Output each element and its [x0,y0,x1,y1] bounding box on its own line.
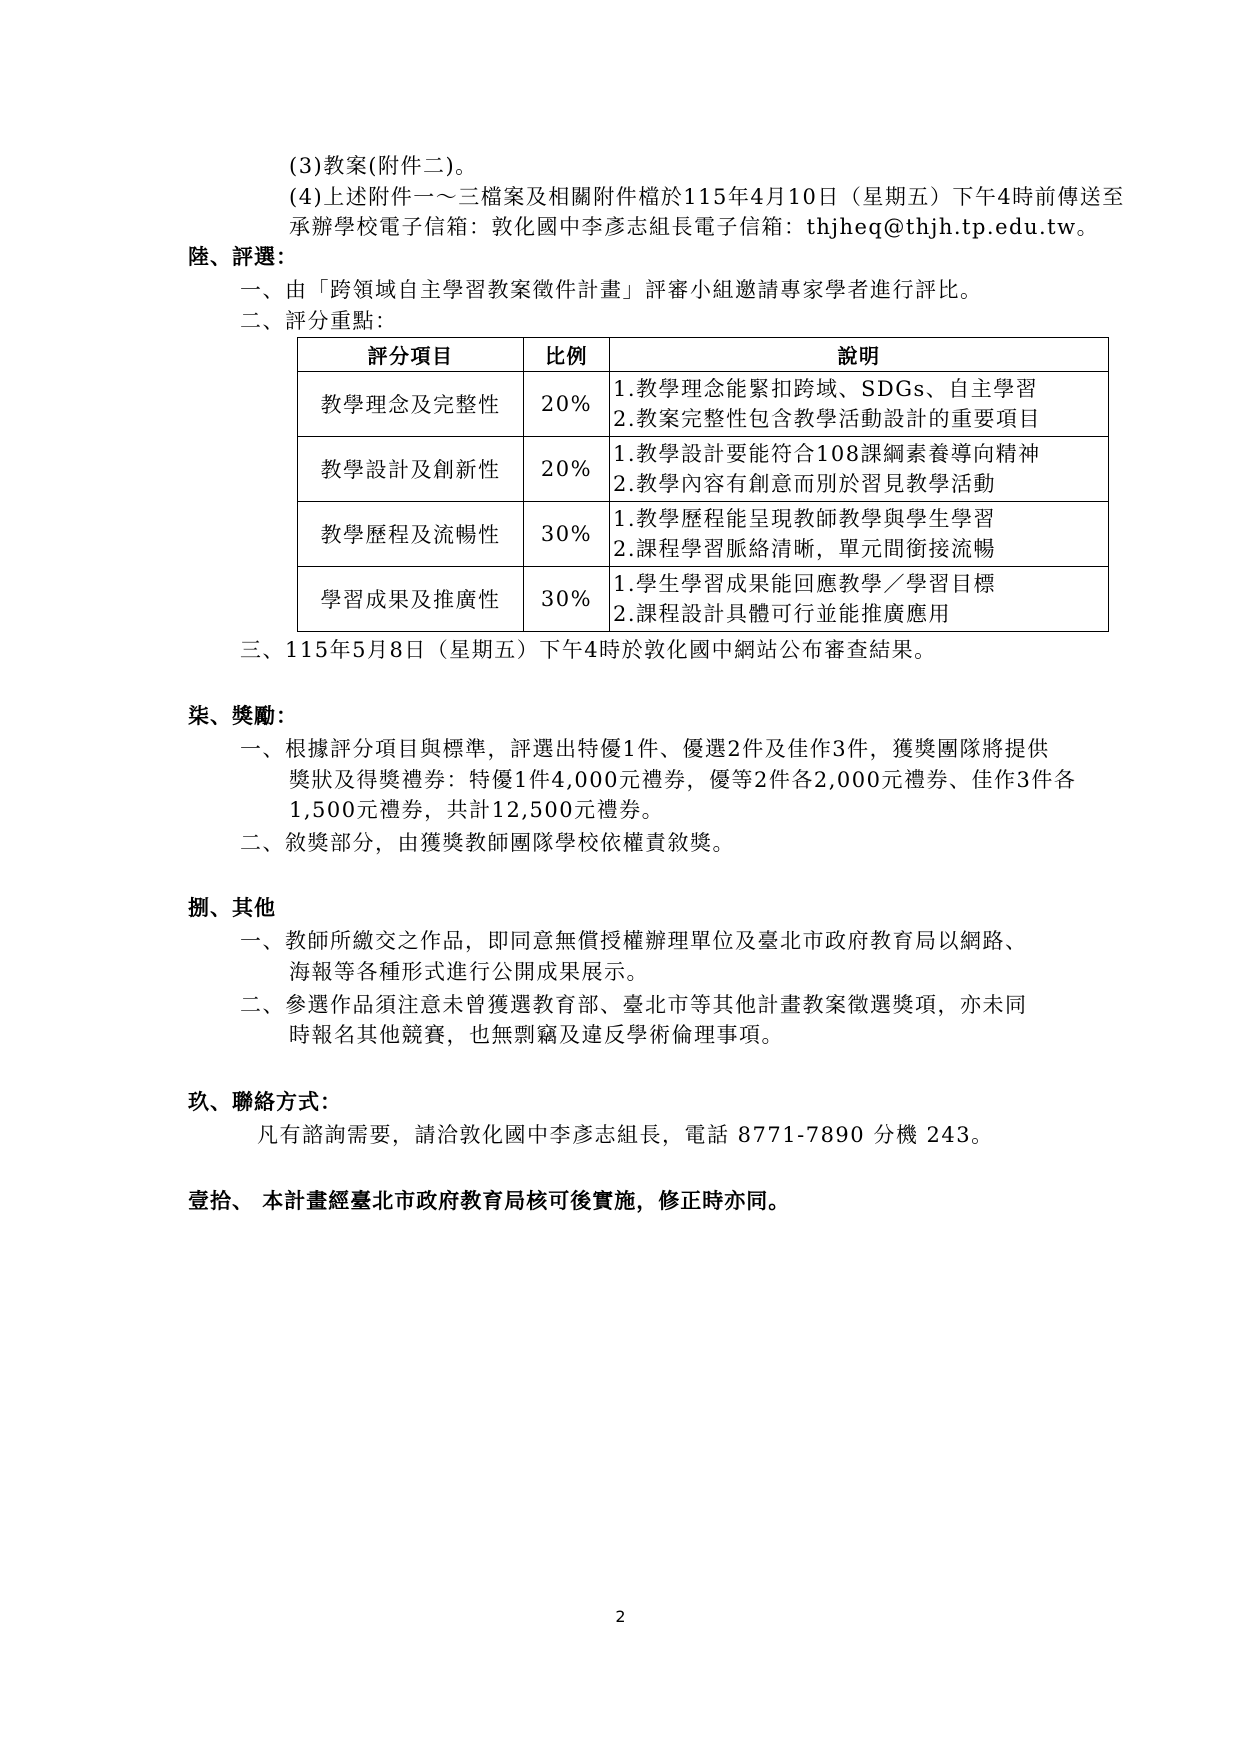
other-paragraph-1-line2: 海報等各種形式進行公開成果展示。 [289,960,649,984]
table-cell-item: 學習成果及推廣性 [298,567,524,632]
attachment-item-4-line1: (4)上述附件一～三檔案及相關附件檔於115年4月10日（星期五）下午4時前傳送至 [289,185,1125,209]
table-row [298,437,1109,502]
table-cell-ratio: 20% [524,372,610,437]
scoring-table [297,337,1109,632]
description-line-1: 1.教學歷程能呈現教師教學與學生學習 [613,507,997,531]
table-cell-item: 教學設計及創新性 [298,437,524,502]
awards-paragraph-1-line1: 一、根據評分項目與標準，評選出特優1件、優選2件及佳作3件，獲獎團隊將提供 [240,737,1050,761]
evaluation-paragraph-3: 三、115年5月8日（星期五）下午4時於敦化國中網站公布審查結果。 [240,638,937,662]
table-cell-ratio: 30% [524,567,610,632]
attachment-item-4-line2: 承辦學校電子信箱：敦化國中李彥志組長電子信箱：thjheq@thjh.tp.edu.tw。 [289,215,1100,239]
description-line-2: 2.教案完整性包含教學活動設計的重要項目 [613,407,1042,431]
table-cell-description [610,372,1109,437]
table-cell-ratio: 20% [524,437,610,502]
other-paragraph-2-line2: 時報名其他競賽，也無剽竊及違反學術倫理事項。 [289,1023,784,1047]
description-line-2: 2.課程學習脈絡清晰，單元間銜接流暢 [613,537,997,561]
description-line-2: 2.課程設計具體可行並能推廣應用 [613,602,952,626]
table-cell-item: 教學理念及完整性 [298,372,524,437]
awards-paragraph-1-line3: 1,500元禮券，共計12,500元禮券。 [289,798,665,822]
other-paragraph-1-line1: 一、教師所繳交之作品，即同意無償授權辦理單位及臺北市政府教育局以網路、 [240,929,1028,953]
table-cell-description [610,437,1109,502]
evaluation-paragraph-2: 二、評分重點： [240,309,398,333]
table-row [298,372,1109,437]
page-number: 2 [615,1607,626,1626]
section-heading-evaluation: 陸、評選： [188,245,298,269]
other-paragraph-2-line1: 二、參選作品須注意未曾獲選教育部、臺北市等其他計畫教案徵選獎項，亦未同 [240,993,1028,1017]
awards-paragraph-2: 二、敘獎部分，由獲獎教師團隊學校依權責敘獎。 [240,831,735,855]
awards-paragraph-1-line2: 獎狀及得獎禮券：特優1件4,000元禮券，優等2件各2,000元禮券、佳作3件各 [289,768,1077,792]
table-header-ratio: 比例 [524,338,610,372]
table-row [298,502,1109,567]
section-heading-contact: 玖、聯絡方式： [188,1090,342,1114]
description-line-2: 2.教學內容有創意而別於習見教學活動 [613,472,997,496]
description-line-1: 1.教學設計要能符合108課綱素養導向精神 [613,442,1041,466]
contact-paragraph: 凡有諮詢需要，請洽敦化國中李彥志組長，電話 8771-7890 分機 243。 [257,1123,994,1147]
table-cell-description [610,567,1109,632]
table-cell-description [610,502,1109,567]
section-heading-other: 捌、其他 [188,896,276,920]
description-line-1: 1.教學理念能緊扣跨域、SDGs、自主學習 [613,377,1039,401]
table-cell-item: 教學歷程及流暢性 [298,502,524,567]
evaluation-paragraph-1: 一、由「跨領域自主學習教案徵件計畫」評審小組邀請專家學者進行評比。 [240,278,983,302]
table-header-row [298,338,1109,372]
table-header-description: 說明 [610,338,1109,372]
table-header-item: 評分項目 [298,338,524,372]
table-row [298,567,1109,632]
description-line-1: 1.學生學習成果能回應教學／學習目標 [613,572,997,596]
attachment-item-3: (3)教案(附件二)。 [289,154,478,178]
section-heading-implementation: 壹拾、 本計畫經臺北市政府教育局核可後實施，修正時亦同。 [188,1189,791,1213]
section-heading-awards: 柒、獎勵： [188,704,298,728]
table-cell-ratio: 30% [524,502,610,567]
